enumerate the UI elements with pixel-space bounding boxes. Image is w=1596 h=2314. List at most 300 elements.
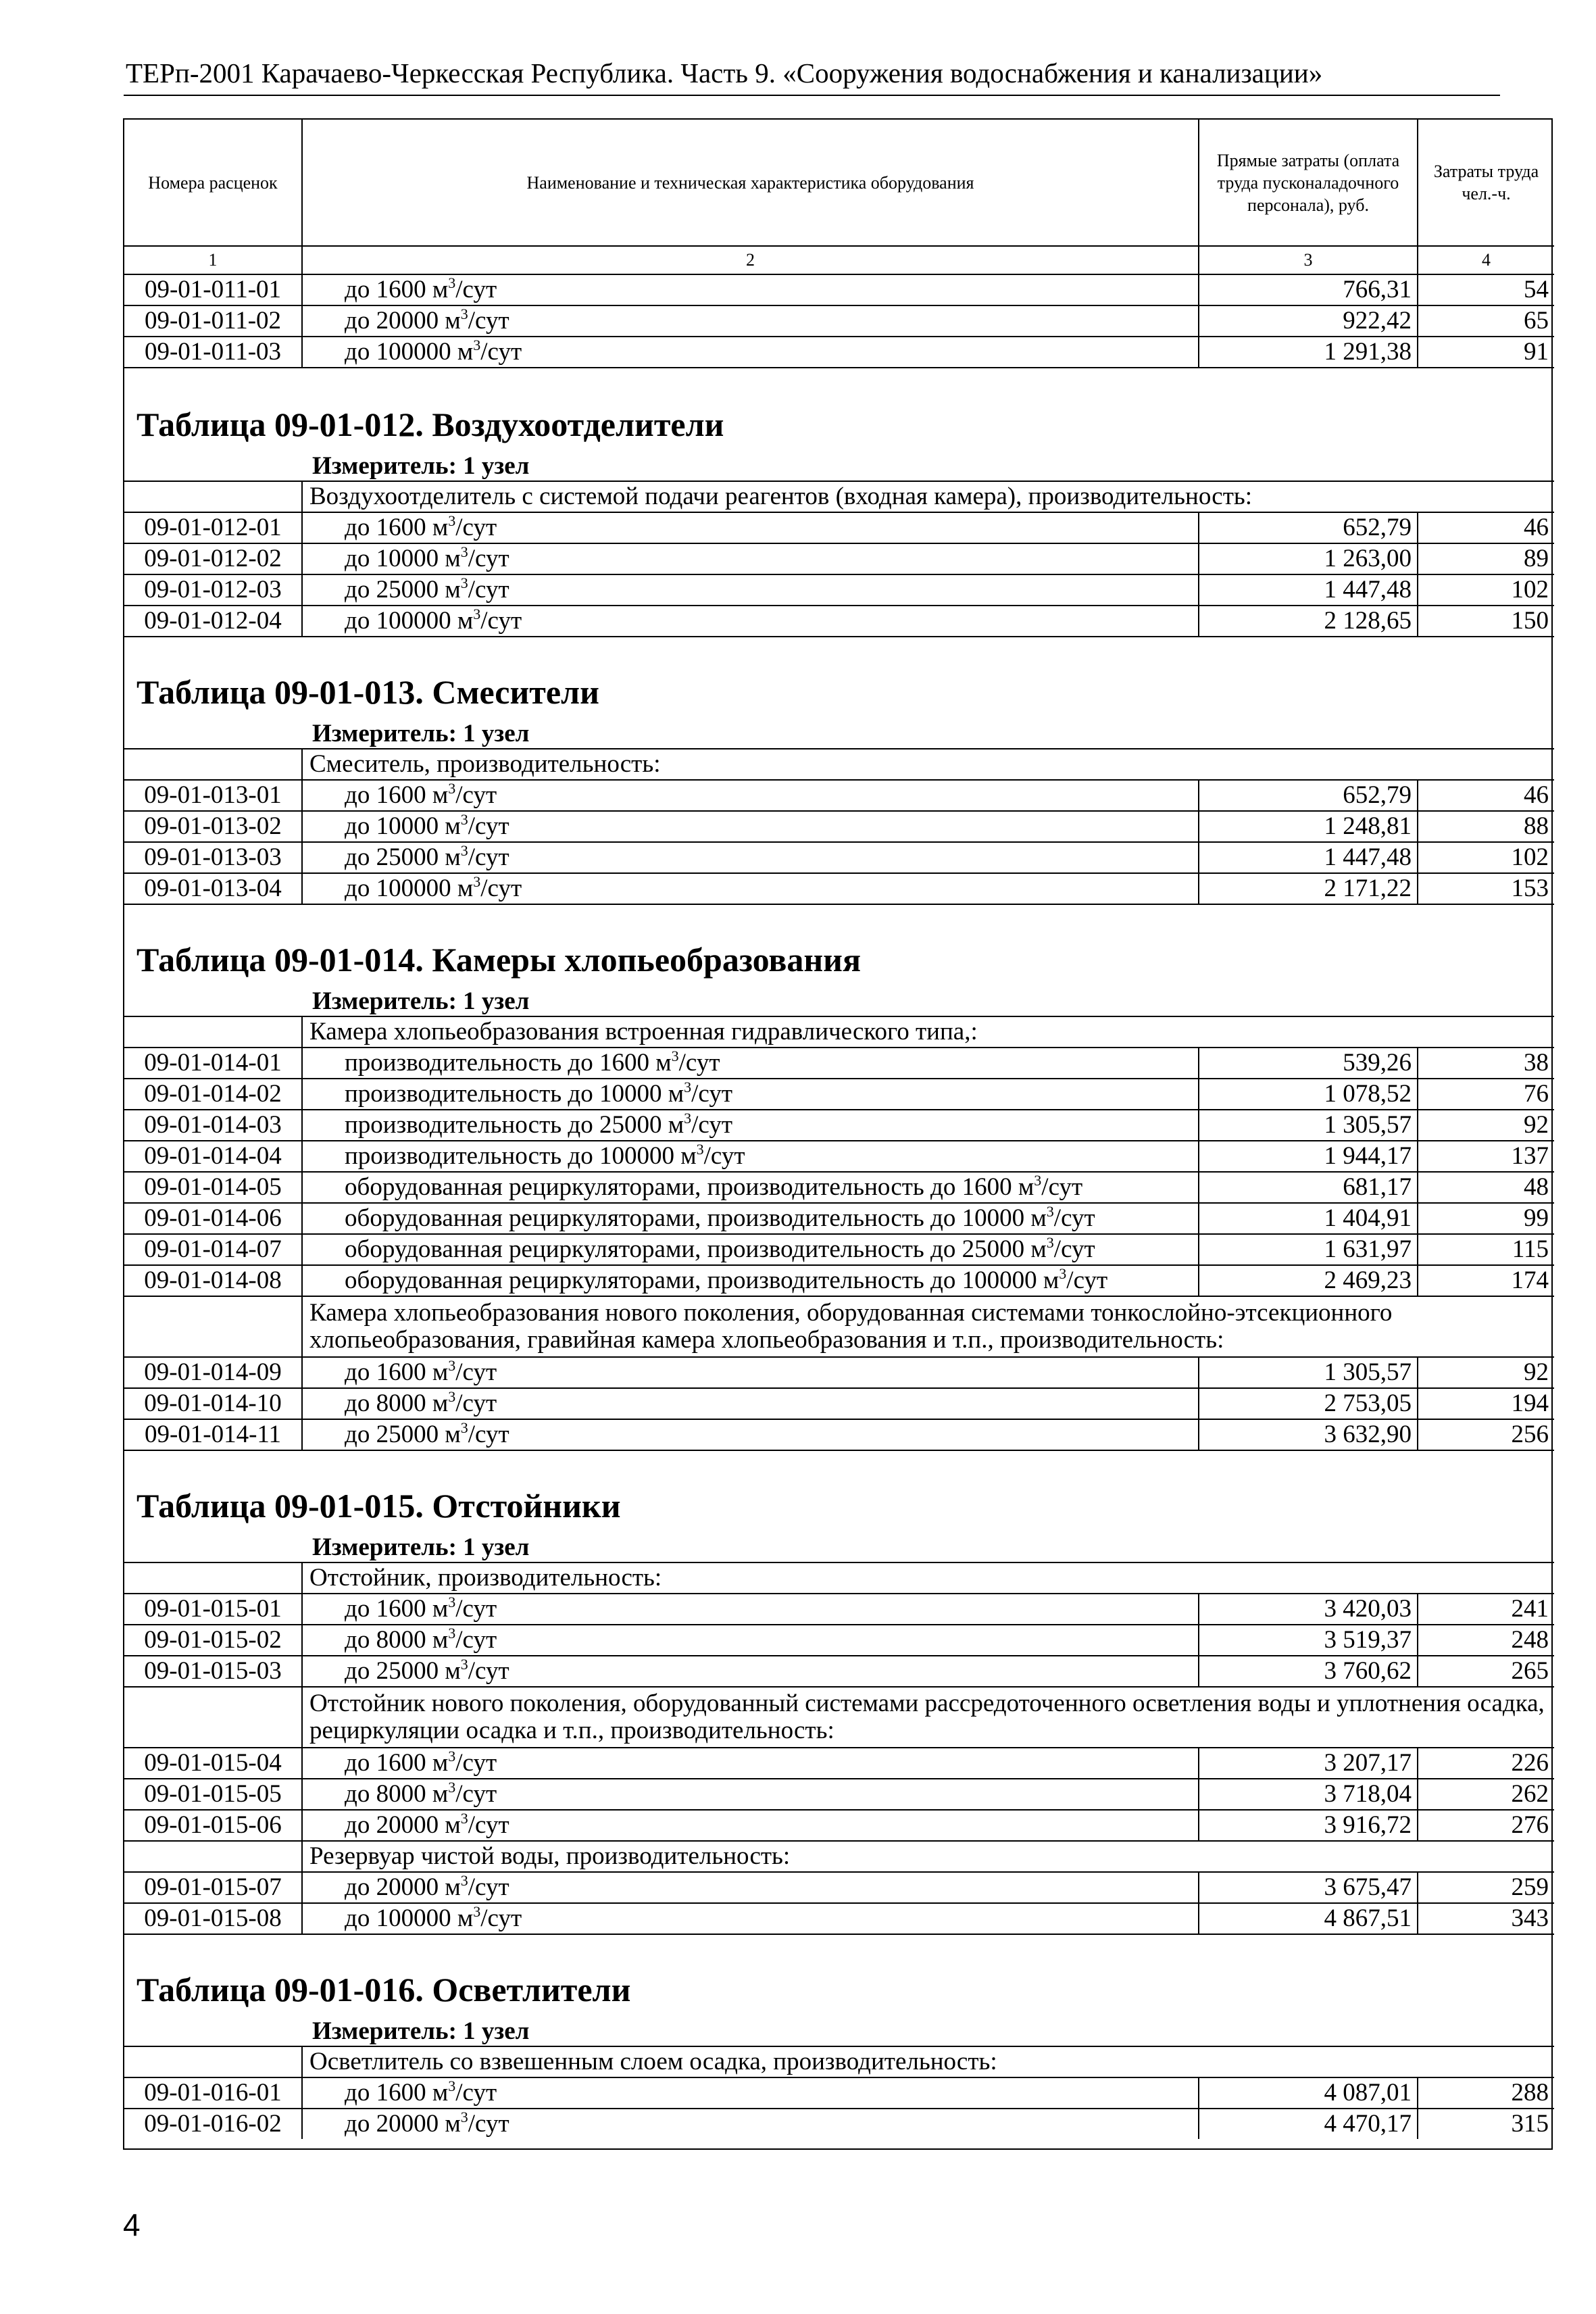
direct-cost: 766,31: [1199, 274, 1418, 305]
direct-cost: 3 916,72: [1199, 1810, 1418, 1841]
labor-cost: 46: [1418, 780, 1554, 811]
unit-suffix: /сут: [480, 1904, 522, 1932]
direct-cost: 1 631,97: [1199, 1234, 1418, 1265]
unit-suffix: /сут: [455, 276, 497, 303]
equipment-name: [302, 1234, 1199, 1265]
capacity-text: производительность до 25000 м: [345, 1111, 684, 1139]
cubic-superscript: 3: [460, 1656, 468, 1673]
direct-cost: 3 675,47: [1199, 1872, 1418, 1903]
rate-code: 09-01-012-01: [124, 512, 302, 543]
unit-suffix: /сут: [480, 607, 522, 635]
labor-cost: 256: [1418, 1419, 1554, 1450]
unit-suffix: /сут: [1066, 1266, 1108, 1294]
unit-suffix: /сут: [468, 1811, 509, 1839]
table-row: [124, 1872, 1554, 1903]
cubic-superscript: 3: [448, 1779, 456, 1796]
capacity-text: до 1600 м: [345, 1749, 449, 1777]
direct-cost: 1 447,48: [1199, 574, 1418, 606]
col-header-cost: Прямые затраты (оплата труда пусконаладочного персонала), руб.: [1199, 120, 1418, 246]
labor-cost: 102: [1418, 842, 1554, 873]
unit-suffix: /сут: [468, 812, 509, 840]
table-title-row: [124, 1450, 1554, 1532]
table-row: [124, 1748, 1554, 1779]
capacity-text: до 8000 м: [345, 1626, 449, 1654]
direct-cost: 3 632,90: [1199, 1419, 1418, 1450]
table-title-row: [124, 368, 1554, 451]
equipment-name: [302, 1903, 1199, 1934]
rate-code: 09-01-011-02: [124, 305, 302, 337]
labor-cost: 48: [1418, 1172, 1554, 1203]
capacity-text: производительность до 10000 м: [345, 1080, 684, 1108]
unit-suffix: /сут: [1041, 1173, 1083, 1201]
unit-suffix: /сут: [468, 843, 509, 871]
cubic-superscript: 3: [473, 606, 481, 622]
table-row: [124, 574, 1554, 606]
unit-suffix: /сут: [480, 338, 522, 366]
equipment-name: [302, 1388, 1199, 1419]
equipment-name: [302, 1172, 1199, 1203]
table-row: [124, 337, 1554, 368]
capacity-text: до 8000 м: [345, 1389, 449, 1417]
capacity-text: оборудованная рециркуляторами, производительность до 25000 м: [345, 1235, 1047, 1263]
equipment-name: [302, 780, 1199, 811]
table-row: [124, 512, 1554, 543]
unit-suffix: /сут: [455, 1389, 497, 1417]
equipment-name: [302, 1141, 1199, 1172]
subheading-spacer: [124, 1687, 302, 1748]
subheading-spacer: [124, 1296, 302, 1357]
equipment-name: [302, 1110, 1199, 1141]
table-title: Таблица 09-01-012. Воздухоотделители: [136, 405, 724, 443]
rate-code: 09-01-014-08: [124, 1265, 302, 1296]
direct-cost: 1 263,00: [1199, 543, 1418, 574]
equipment-name: [302, 1419, 1199, 1450]
labor-cost: 343: [1418, 1903, 1554, 1934]
table-title: Таблица 09-01-015. Отстойники: [136, 1487, 621, 1525]
labor-cost: 92: [1418, 1110, 1554, 1141]
unit-suffix: /сут: [468, 1873, 509, 1901]
capacity-text: до 25000 м: [345, 576, 461, 604]
labor-cost: 76: [1418, 1079, 1554, 1110]
page-header: ТЕРп-2001 Карачаево-Черкесская Республика. Часть 9. «Сооружения водоснабжения и канализации»: [126, 57, 1323, 89]
equipment-name: [302, 274, 1199, 305]
page-number: 4: [123, 2207, 141, 2242]
cubic-superscript: 3: [448, 1594, 456, 1610]
table-row: [124, 1265, 1554, 1296]
meter-row: [124, 1532, 1554, 1562]
unit-suffix: /сут: [455, 2079, 497, 2107]
table-row: [124, 2077, 1554, 2109]
table-row: [124, 1625, 1554, 1656]
col-number-4: 4: [1418, 246, 1554, 274]
rates-table-body: [124, 120, 1554, 2139]
labor-cost: 102: [1418, 574, 1554, 606]
direct-cost: 4 470,17: [1199, 2109, 1418, 2139]
subheading-spacer: [124, 749, 302, 780]
table-title-row: [124, 1934, 1554, 2016]
cubic-superscript: 3: [460, 574, 468, 591]
col-header-name: Наименование и техническая характеристика оборудования: [302, 120, 1199, 246]
col-number-1: 1: [124, 246, 302, 274]
rate-code: 09-01-015-02: [124, 1625, 302, 1656]
col-header-labor: Затраты труда чел.-ч.: [1418, 120, 1554, 246]
capacity-text: до 1600 м: [345, 1595, 449, 1623]
labor-cost: 174: [1418, 1265, 1554, 1296]
unit-suffix: /сут: [468, 1657, 509, 1685]
meter-label: Измеритель: 1 узел: [124, 986, 1554, 1016]
capacity-text: до 20000 м: [345, 1873, 461, 1901]
rate-code: 09-01-015-07: [124, 1872, 302, 1903]
table-row: [124, 1079, 1554, 1110]
direct-cost: 1 305,57: [1199, 1110, 1418, 1141]
meter-row: [124, 2016, 1554, 2046]
labor-cost: 150: [1418, 606, 1554, 637]
labor-cost: 89: [1418, 543, 1554, 574]
rate-code: 09-01-014-10: [124, 1388, 302, 1419]
unit-suffix: /сут: [703, 1142, 745, 1170]
meter-label: Измеритель: 1 узел: [124, 451, 1554, 481]
equipment-name: [302, 2109, 1199, 2139]
labor-cost: 54: [1418, 274, 1554, 305]
rate-code: 09-01-014-01: [124, 1048, 302, 1079]
rate-code: 09-01-011-01: [124, 274, 302, 305]
table-title-row: [124, 904, 1554, 986]
capacity-text: до 10000 м: [345, 545, 461, 572]
rate-code: 09-01-012-04: [124, 606, 302, 637]
unit-suffix: /сут: [455, 1749, 497, 1777]
cubic-superscript: 3: [460, 543, 468, 560]
labor-cost: 88: [1418, 811, 1554, 842]
unit-suffix: /сут: [468, 307, 509, 335]
unit-suffix: /сут: [455, 781, 497, 809]
unit-suffix: /сут: [455, 1358, 497, 1386]
table-row: [124, 1234, 1554, 1265]
table-title: Таблица 09-01-016. Осветлители: [136, 1971, 631, 2009]
equipment-name: [302, 1625, 1199, 1656]
unit-suffix: /сут: [678, 1049, 720, 1077]
cubic-superscript: 3: [473, 337, 481, 353]
direct-cost: 3 718,04: [1199, 1779, 1418, 1810]
cubic-superscript: 3: [1034, 1172, 1042, 1189]
subheading-row: [124, 1687, 1554, 1748]
unit-suffix: /сут: [691, 1080, 732, 1108]
unit-suffix: /сут: [468, 1421, 509, 1448]
rate-code: 09-01-014-07: [124, 1234, 302, 1265]
header-rule: [124, 95, 1500, 96]
subheading-row: [124, 1562, 1554, 1594]
equipment-name: [302, 512, 1199, 543]
rate-code: 09-01-012-02: [124, 543, 302, 574]
rate-code: 09-01-015-08: [124, 1903, 302, 1934]
capacity-text: до 20000 м: [345, 307, 461, 335]
cubic-superscript: 3: [460, 305, 468, 322]
equipment-name: [302, 1779, 1199, 1810]
direct-cost: 1 078,52: [1199, 1079, 1418, 1110]
capacity-text: до 20000 м: [345, 2110, 461, 2138]
table-row: [124, 1203, 1554, 1234]
subheading-spacer: [124, 481, 302, 512]
table-row: [124, 1779, 1554, 1810]
unit-suffix: /сут: [1053, 1235, 1095, 1263]
labor-cost: 276: [1418, 1810, 1554, 1841]
unit-suffix: /сут: [1053, 1204, 1095, 1232]
table-row: [124, 1810, 1554, 1841]
unit-suffix: /сут: [480, 875, 522, 902]
equipment-name: [302, 337, 1199, 368]
direct-cost: 3 760,62: [1199, 1656, 1418, 1687]
rate-code: 09-01-015-03: [124, 1656, 302, 1687]
equipment-name: [302, 1656, 1199, 1687]
equipment-name: [302, 1265, 1199, 1296]
labor-cost: 226: [1418, 1748, 1554, 1779]
equipment-name: [302, 543, 1199, 574]
unit-suffix: /сут: [455, 514, 497, 541]
capacity-text: до 25000 м: [345, 1421, 461, 1448]
labor-cost: 46: [1418, 512, 1554, 543]
direct-cost: 1 447,48: [1199, 842, 1418, 873]
table-row: [124, 780, 1554, 811]
equipment-name: [302, 2077, 1199, 2109]
equipment-name: [302, 1748, 1199, 1779]
rate-code: 09-01-014-09: [124, 1357, 302, 1388]
cubic-superscript: 3: [473, 873, 481, 890]
subheading-text: Отстойник нового поколения, оборудованный системами рассредоточенного осветления воды и уплотнения осадка, рециркуляции осадка и т.п., производительность:: [302, 1687, 1554, 1748]
subheading-row: [124, 1296, 1554, 1357]
capacity-text: до 8000 м: [345, 1780, 449, 1808]
rate-code: 09-01-014-06: [124, 1203, 302, 1234]
capacity-text: до 1600 м: [345, 514, 449, 541]
cubic-superscript: 3: [460, 1419, 468, 1436]
direct-cost: 3 420,03: [1199, 1594, 1418, 1625]
table-row: [124, 811, 1554, 842]
subheading-row: [124, 481, 1554, 512]
rate-code: 09-01-012-03: [124, 574, 302, 606]
subheading-row: [124, 1841, 1554, 1872]
equipment-name: [302, 1357, 1199, 1388]
table-row: [124, 543, 1554, 574]
direct-cost: 1 944,17: [1199, 1141, 1418, 1172]
cubic-superscript: 3: [448, 1357, 456, 1374]
rate-code: 09-01-015-06: [124, 1810, 302, 1841]
labor-cost: 288: [1418, 2077, 1554, 2109]
capacity-text: до 1600 м: [345, 276, 449, 303]
col-number-3: 3: [1199, 246, 1418, 274]
capacity-text: до 10000 м: [345, 812, 461, 840]
cubic-superscript: 3: [460, 811, 468, 828]
equipment-name: [302, 1203, 1199, 1234]
labor-cost: 153: [1418, 873, 1554, 904]
rate-code: 09-01-011-03: [124, 337, 302, 368]
direct-cost: 2 128,65: [1199, 606, 1418, 637]
capacity-text: до 1600 м: [345, 1358, 449, 1386]
subheading-row: [124, 2046, 1554, 2077]
rate-code: 09-01-013-04: [124, 873, 302, 904]
table-row: [124, 842, 1554, 873]
subheading-text: Камера хлопьеобразования нового поколения, оборудованная системами тонкослойно-этсекционного хлопьеобразования, гравийная камера хлопьеобразования и т.п., производительность:: [302, 1296, 1554, 1357]
labor-cost: 99: [1418, 1203, 1554, 1234]
rate-code: 09-01-014-02: [124, 1079, 302, 1110]
direct-cost: 2 171,22: [1199, 873, 1418, 904]
rate-code: 09-01-013-01: [124, 780, 302, 811]
capacity-text: до 100000 м: [345, 875, 474, 902]
subheading-spacer: [124, 1562, 302, 1594]
direct-cost: 1 305,57: [1199, 1357, 1418, 1388]
capacity-text: до 20000 м: [345, 1811, 461, 1839]
labor-cost: 262: [1418, 1779, 1554, 1810]
unit-suffix: /сут: [468, 2110, 509, 2138]
rate-code: 09-01-014-11: [124, 1419, 302, 1450]
labor-cost: 194: [1418, 1388, 1554, 1419]
meter-row: [124, 986, 1554, 1016]
cubic-superscript: 3: [1046, 1203, 1054, 1220]
capacity-text: производительность до 100000 м: [345, 1142, 697, 1170]
rate-code: 09-01-013-03: [124, 842, 302, 873]
cubic-superscript: 3: [1059, 1265, 1067, 1282]
table-row: [124, 1903, 1554, 1934]
rate-code: 09-01-014-04: [124, 1141, 302, 1172]
subheading-text: Осветлитель со взвешенным слоем осадка, производительность:: [302, 2046, 1554, 2077]
direct-cost: 2 753,05: [1199, 1388, 1418, 1419]
labor-cost: 241: [1418, 1594, 1554, 1625]
cubic-superscript: 3: [684, 1110, 692, 1127]
subheading-text: Резервуар чистой воды, производительность:: [302, 1841, 1554, 1872]
table-row: [124, 2109, 1554, 2139]
labor-cost: 259: [1418, 1872, 1554, 1903]
table-row: [124, 1141, 1554, 1172]
capacity-text: оборудованная рециркуляторами, производительность до 100000 м: [345, 1266, 1059, 1294]
equipment-name: [302, 606, 1199, 637]
cubic-superscript: 3: [671, 1048, 679, 1064]
table-row: [124, 606, 1554, 637]
direct-cost: 3 207,17: [1199, 1748, 1418, 1779]
table-title: Таблица 09-01-014. Камеры хлопьеобразования: [136, 941, 862, 979]
table-row: [124, 1172, 1554, 1203]
table-row: [124, 1656, 1554, 1687]
rate-code: 09-01-015-05: [124, 1779, 302, 1810]
labor-cost: 248: [1418, 1625, 1554, 1656]
cubic-superscript: 3: [460, 842, 468, 859]
subheading-row: [124, 1016, 1554, 1048]
col-header-code: Номера расценок: [124, 120, 302, 246]
col-number-2: 2: [302, 246, 1199, 274]
direct-cost: 1 291,38: [1199, 337, 1418, 368]
cubic-superscript: 3: [460, 2109, 468, 2125]
capacity-text: до 100000 м: [345, 338, 474, 366]
cubic-superscript: 3: [460, 1872, 468, 1889]
table-row: [124, 305, 1554, 337]
capacity-text: оборудованная рециркуляторами, производительность до 1600 м: [345, 1173, 1034, 1201]
rate-code: 09-01-015-01: [124, 1594, 302, 1625]
direct-cost: 1 248,81: [1199, 811, 1418, 842]
labor-cost: 92: [1418, 1357, 1554, 1388]
cubic-superscript: 3: [684, 1079, 692, 1096]
subheading-row: [124, 749, 1554, 780]
equipment-name: [302, 873, 1199, 904]
equipment-name: [302, 1872, 1199, 1903]
table-row: [124, 1594, 1554, 1625]
rate-code: 09-01-016-02: [124, 2109, 302, 2139]
labor-cost: 315: [1511, 2110, 1549, 2138]
table-row: [124, 1048, 1554, 1079]
table-row: [124, 1357, 1554, 1388]
direct-cost: 681,17: [1199, 1172, 1418, 1203]
labor-cost: 91: [1418, 337, 1554, 368]
direct-cost: 2 469,23: [1199, 1265, 1418, 1296]
meter-label: Измеритель: 1 узел: [124, 1532, 1554, 1562]
subheading-spacer: [124, 2046, 302, 2077]
equipment-name: [302, 1048, 1199, 1079]
cubic-superscript: 3: [448, 274, 456, 291]
table-title-row: [124, 637, 1554, 718]
subheading-text: Камера хлопьеобразования встроенная гидравлического типа,:: [302, 1016, 1554, 1048]
rates-table: [124, 120, 1554, 2139]
labor-cost: 38: [1418, 1048, 1554, 1079]
column-header-row: [124, 120, 1554, 246]
rate-code: 09-01-013-02: [124, 811, 302, 842]
table-row: [124, 1388, 1554, 1419]
subheading-spacer: [124, 1016, 302, 1048]
direct-cost: 539,26: [1199, 1048, 1418, 1079]
subheading-text: Смеситель, производительность:: [302, 749, 1554, 780]
capacity-text: до 25000 м: [345, 843, 461, 871]
cubic-superscript: 3: [448, 780, 456, 797]
meter-row: [124, 451, 1554, 481]
cubic-superscript: 3: [448, 512, 456, 529]
rate-code: 09-01-014-03: [124, 1110, 302, 1141]
table-row: [124, 274, 1554, 305]
table-title: Таблица 09-01-013. Смесители: [136, 673, 599, 711]
direct-cost: 4 867,51: [1199, 1903, 1418, 1934]
cubic-superscript: 3: [448, 2077, 456, 2094]
equipment-name: [302, 1810, 1199, 1841]
cubic-superscript: 3: [1046, 1234, 1054, 1251]
unit-suffix: /сут: [468, 545, 509, 572]
cubic-superscript: 3: [448, 1388, 456, 1405]
cubic-superscript: 3: [696, 1141, 704, 1158]
capacity-text: до 100000 м: [345, 607, 474, 635]
table-row: [124, 1419, 1554, 1450]
unit-suffix: /сут: [455, 1595, 497, 1623]
equipment-name: [302, 574, 1199, 606]
cubic-superscript: 3: [448, 1748, 456, 1765]
table-row: [124, 873, 1554, 904]
unit-suffix: /сут: [455, 1626, 497, 1654]
capacity-text: до 100000 м: [345, 1904, 474, 1932]
direct-cost: 4 087,01: [1199, 2077, 1418, 2109]
unit-suffix: /сут: [455, 1780, 497, 1808]
capacity-text: до 1600 м: [345, 2079, 449, 2107]
equipment-name: [302, 842, 1199, 873]
capacity-text: производительность до 1600 м: [345, 1049, 672, 1077]
equipment-name: [302, 1079, 1199, 1110]
labor-cost: 115: [1418, 1234, 1554, 1265]
capacity-text: оборудованная рециркуляторами, производительность до 10000 м: [345, 1204, 1047, 1232]
equipment-name: [302, 305, 1199, 337]
subheading-spacer: [124, 1841, 302, 1872]
unit-suffix: /сут: [691, 1111, 732, 1139]
rate-code: 09-01-016-01: [124, 2077, 302, 2109]
capacity-text: до 1600 м: [345, 781, 449, 809]
direct-cost: 652,79: [1199, 512, 1418, 543]
unit-suffix: /сут: [468, 576, 509, 604]
rate-code: 09-01-014-05: [124, 1172, 302, 1203]
rate-code: 09-01-015-04: [124, 1748, 302, 1779]
capacity-text: до 25000 м: [345, 1657, 461, 1685]
cubic-superscript: 3: [460, 1810, 468, 1827]
direct-cost: 1 404,91: [1199, 1203, 1418, 1234]
direct-cost: 922,42: [1199, 305, 1418, 337]
direct-cost: 3 519,37: [1199, 1625, 1418, 1656]
